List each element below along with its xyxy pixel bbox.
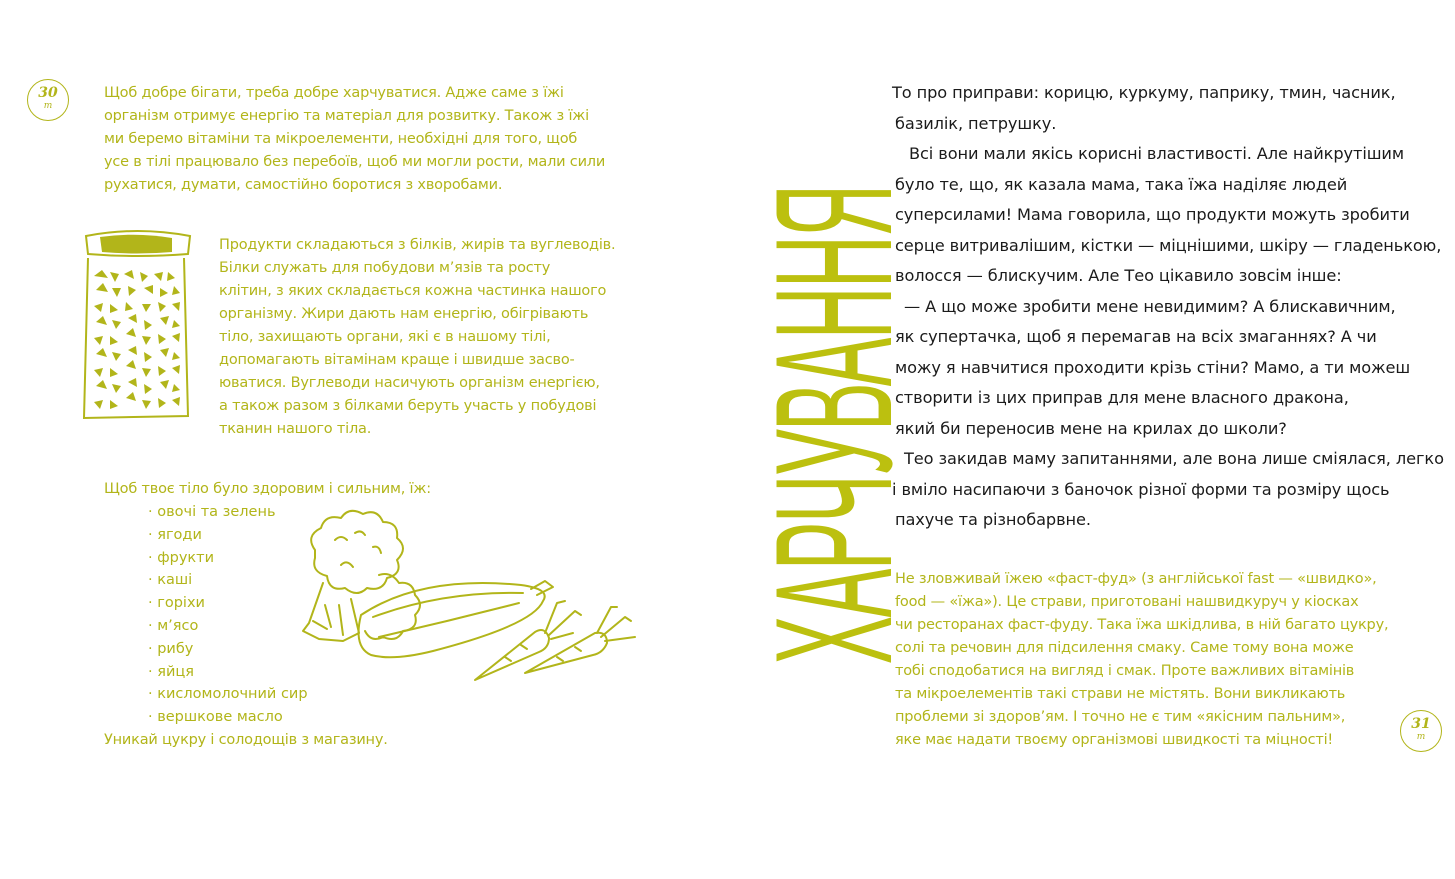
- story-line: пахуче та різнобарвне.: [895, 510, 1091, 529]
- story-line: було те, що, як казала мама, така їжа наділяє людей: [895, 174, 1348, 194]
- story-line: серце витривалішим, кістки — міцнішими, шкіру — гладенькою,: [895, 235, 1442, 255]
- story-line: суперсилами! Мама говорила, що продукти можуть зробити: [895, 205, 1410, 224]
- fastfood-paragraph: [895, 568, 1388, 752]
- nutrients-line: допомагають вітамінам краще і швидше засво-: [219, 352, 575, 368]
- story-line: Всі вони мали якісь корисні властивості. Але найкрутішим: [909, 144, 1404, 163]
- nutrients-line: а також разом з білками беруть участь у побудові: [219, 398, 597, 414]
- story-line: — А що може зробити мене невидимим? А блискавичним,: [904, 296, 1396, 316]
- story-paragraph: [892, 78, 1444, 536]
- list-item: · овочі та зелень: [148, 501, 308, 524]
- fastfood-line: тобі сподобатися на вигляд і смак. Проте важливих вітамінів: [895, 663, 1355, 679]
- eat-list: [148, 501, 308, 729]
- fastfood-line: food — «їжа»). Це страви, приготовані нашвидкуруч у кіосках: [895, 594, 1359, 610]
- list-item: · фрукти: [148, 547, 308, 570]
- list-item: · вершкове масло: [148, 706, 308, 729]
- intro-line: Щоб добре бігати, треба добре харчуватися. Адже саме з їжі: [104, 85, 564, 101]
- list-item: · ягоди: [148, 524, 308, 547]
- page-number-right-value: 31: [1411, 716, 1431, 732]
- nutrients-paragraph: [219, 234, 615, 441]
- story-line: волосся — блискучим. Але Тео цікавило зовсім інше:: [895, 266, 1342, 285]
- fastfood-line: проблеми зі здоров’ям. І точно не є тим «якісним пальним»,: [895, 709, 1346, 725]
- page-number-right: [1400, 710, 1442, 752]
- story-line: То про приправи: корицю, куркуму, паприку, тмин, часник,: [892, 83, 1396, 102]
- intro-paragraph: [104, 82, 605, 197]
- nutrients-line: клітин, з яких складається кожна частинка нашого: [219, 283, 607, 299]
- list-item: · яйця: [148, 661, 308, 684]
- story-line: Тео закидав маму запитаннями, але вона лише сміялася, легко: [904, 449, 1444, 468]
- story-line: і вміло насипаючи з баночок різної форми та розміру щось: [892, 479, 1390, 499]
- list-item: · кисломолочний сир: [148, 683, 308, 706]
- jar-icon: [80, 228, 195, 423]
- eat-heading: Щоб твоє тіло було здоровим і сильним, їж:: [104, 481, 431, 497]
- nutrients-line: Продукти складаються з білків, жирів та вуглеводів.: [219, 237, 616, 253]
- page-number-right-unit: m: [1416, 732, 1426, 742]
- nutrients-line: організму. Жири дають нам енергію, обігрівають: [219, 306, 589, 322]
- nutrients-line: тканин нашого тіла.: [219, 421, 372, 437]
- list-item: · горіхи: [148, 592, 308, 615]
- page-number-left-unit: m: [43, 101, 53, 111]
- story-line: базилік, петрушку.: [895, 113, 1057, 133]
- nutrients-line: юватися. Вуглеводи насичують організм енергією,: [219, 375, 600, 391]
- page-number-left-value: 30: [38, 85, 58, 101]
- story-line: можу я навчитися проходити крізь стіни? Мамо, а ти можеш: [895, 357, 1411, 377]
- fastfood-line: яке має надати твоєму організмові швидкості та міцності!: [895, 732, 1334, 748]
- vertical-title-text: ХАРЧУВАННЯ: [742, 185, 928, 665]
- intro-line: організм отримує енергію та матеріал для розвитку. Також з їжі: [104, 108, 589, 124]
- intro-line: усе в тілі працювало без перебоїв, щоб ми могли рости, мали сили: [104, 154, 606, 170]
- story-line: створити із цих приправ для мене власного дракона,: [895, 388, 1349, 407]
- fastfood-line: та мікроелементів такі страви не містять. Вони викликають: [895, 686, 1346, 702]
- avoid-text: Уникай цукру і солодощів з магазину.: [104, 732, 388, 748]
- list-item: · рибу: [148, 638, 308, 661]
- story-line: як супертачка, щоб я перемагав на всіх змаганнях? А чи: [895, 327, 1377, 346]
- nutrients-line: Білки служать для побудови м’язів та росту: [219, 260, 551, 276]
- nutrients-line: тіло, захищають органи, які є в нашому тілі,: [219, 329, 551, 345]
- page-number-left: [27, 79, 69, 121]
- fastfood-line: чи ресторанах фаст-фуду. Така їжа шкідлива, в ній багато цукру,: [895, 617, 1389, 633]
- vegetables-illustration: [295, 505, 645, 695]
- intro-line: рухатися, думати, самостійно боротися з хворобами.: [104, 177, 503, 193]
- story-line: який би переносив мене на крилах до школи?: [895, 418, 1287, 438]
- fastfood-line: солі та речовин для підсилення смаку. Саме тому вона може: [895, 640, 1354, 656]
- list-item: · м’ясо: [148, 615, 308, 638]
- list-item: · каші: [148, 569, 308, 592]
- vertical-title: [742, 83, 928, 767]
- fastfood-line: Не зловживай їжею «фаст-фуд» (з англійської fast — «швидко»,: [895, 571, 1377, 587]
- intro-line: ми беремо вітаміни та мікроелементи, необхідні для того, щоб: [104, 131, 578, 147]
